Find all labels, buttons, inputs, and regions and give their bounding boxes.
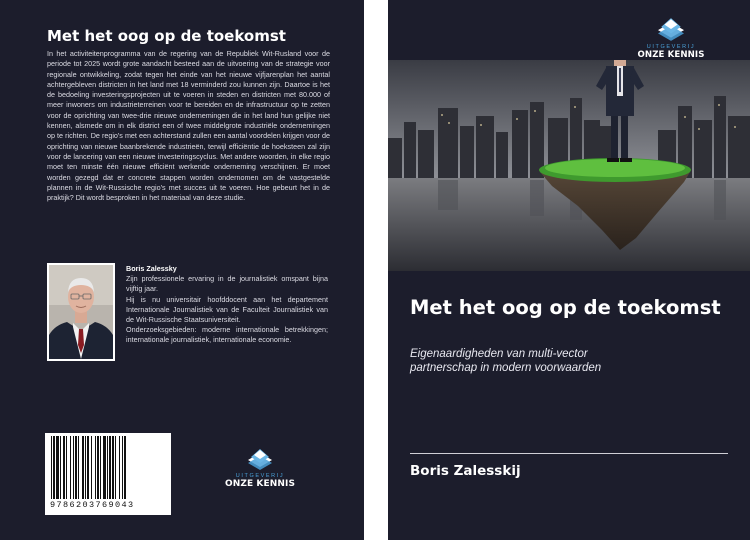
publisher-logo-lower: ONZE KENNIS [637,50,705,60]
front-cover-divider [410,453,728,454]
back-cover [0,0,364,540]
book-stack-icon [654,16,688,42]
publisher-logo-upper: UITGEVERIJ [235,473,285,479]
front-cover-author: Boris Zalesskij [410,463,521,479]
author-bio-line: Onderzoeksgebieden: moderne internationale betrekkingen; internationale journalistiek, internationale economie. [126,325,328,345]
barcode [45,433,171,515]
cover-image-businessman-on-floating-island [388,60,750,271]
author-bio-line: Zijn professionele ervaring in de journalistiek omspant bijna vijftig jaar. [126,274,328,294]
front-cover-title: Met het oog op de toekomst [410,296,721,319]
back-cover-title: Met het oog op de toekomst [47,27,286,45]
author-bio-line: Hij is nu universitair hoofddocent aan het departement Internationale Journalistiek van de Faculteit Journalistiek van de Wit-Russische Staatsuniversiteit. [126,294,328,325]
barcode-bars [50,436,166,499]
spine-gap [364,0,388,540]
author-bio-name: Boris Zalessky [126,264,177,273]
publisher-logo-upper: UITGEVERIJ [646,44,696,50]
publisher-logo-lower: ONZE KENNIS [224,479,296,489]
publisher-logo-back [218,447,302,489]
author-photo [47,263,115,361]
back-cover-blurb: In het activiteitenprogramma van de regering van de Republiek Wit-Rusland voor de periode tot 2025 wordt grote aandacht besteed aan de uitvoering van de strategie voor regionale ontwikkeling, zodat tegen het einde van het nieuwe vijfjarenplan het aantal achtergebleven districten in het land met 18 verminderd zou kunnen zijn. Daartoe is het de bedoeling investeringsprojecten uit te voeren in steden en districten met 80.000 of meer inwoners om industrieterreinen voor te bereiden en de infrastructuur op te zetten voor de oprichting van twee-drie nieuwe ondernemingen die in het land hun gelijke niet kennen, alsmede om in elk district een of twee middelgrote industriële ondernemingen op te richten. De regio's met een achterstand zullen een aantal voordelen krijgen voor de oprichting van nieuwe baanbrekende industrieën, terwijl efficiëntie de hoeksteen zal zijn voor de lancering van een nieuwe investeringscyclus. Met andere woorden, in elke regio moet ten minste één nieuwe efficiënt werkende onderneming verschijnen. Er moet worden gezegd dat er concrete stappen worden ondernomen om de vastgestelde plannen in de Wit-Russische regio's met succes uit te voeren. Hoe gebeurt het in de praktijk? Dit wordt besproken in het materiaal van deze studie. [47,49,330,203]
book-stack-icon [245,447,275,471]
barcode-number: 9786203769043 [50,500,135,510]
front-cover [388,0,750,540]
front-cover-subtitle: Eigenaardigheden van multi-vector partnerschap in modern voorwaarden [410,348,602,374]
author-bio [126,264,328,346]
publisher-logo-front [630,16,712,60]
